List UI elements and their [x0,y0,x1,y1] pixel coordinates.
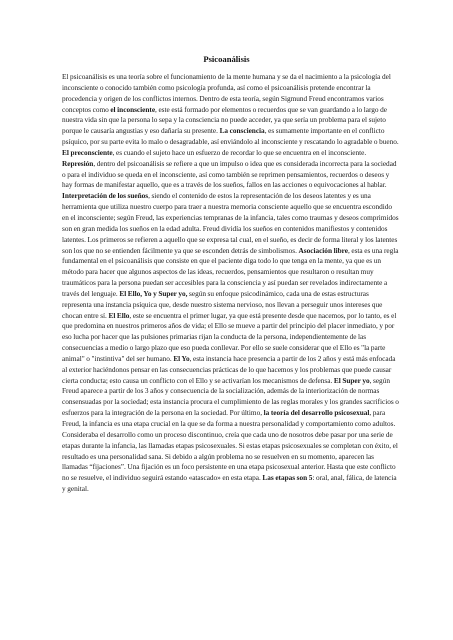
term-ello: El Ello [108,310,130,320]
body-paragraph [62,72,399,495]
body-text: , este está formado por elementos o recuerdos que se van guardando a lo largo de nuestra vida sin que la persona lo sepa y la consciencia no puede acceder, ya que sería un problema para el sujeto porque le causaría angustias y eso dañaría su presente. [62,104,387,136]
term-represion: Represión [62,158,94,168]
body-text: , dentro del psicoanálisis se refiere a que un impulso o idea que es considerada incorrecta para la sociedad o para el individuo se queda en el inconsciente, así como también se reprimen pensamientos, recuerdos o deseos y hay formas de manifestar aquello, que es a través de los sueños, fallos en las acciones o equivocaciones al hablar. [62,158,397,190]
body-text: , esta es una regla fundamental en el psicoanálisis que consiste en que el paciente diga todo lo que tenga en la mente, ya que es un método para hacer que algunos aspectos de las ideas, recuerdos, pensamientos que resultaron o resultan muy traumáticos para la persona puedan ser accesibles para la consciencia y así puedan ser revelados indirectamente a través del lenguaje. [62,245,399,298]
body-text: , esta instancia hace presencia a partir de los 2 años y está más enfocada al exterior haciéndonos pensar en las consecuencias prácticas de lo que hacemos y los problemas que puede causar cierta conducta; esto causa un conflicto con el Ello y se activarían los mecanismos de defensa. [62,353,396,385]
body-text: , este se encuentra el primer lugar, ya que está presente desde que nacemos, por lo tanto, es el que predomina en nuestros primeros años de vida; el Ello se mueve a partir del principio del placer inmediato, y por eso lucha por hacer que las pulsiones primarias rijan la conducta de la persona, independientemente de las consecuencias a medio o largo plazo que eso pueda conllevar. Por ello se suele considerar que el Ello es "la parte animal" o "instintiva" del ser humano. [62,310,397,363]
body-text: , es sumamente importante en el conflicto psíquico, por su parte evita lo malo o desagradable, así enviándolo al inconsciente y rescatando lo agradable o bueno. [62,126,399,147]
body-text: , es cuando el sujeto hace un esfuerzo de recordar lo que se encuentra en el inconsciente. [112,147,367,157]
body-text: , siendo el contenido de estos la representación de los deseos latentes y es una herramienta que utiliza nuestro cuerpo para traer a nuestra memoria consciente aquello que se encuentra escondido en el inconsciente; según Freud, las experiencias tempranas de la infancia, tales como traumas y deseos comprimidos son en gran medida los sueños en la edad adulta. Freud dividía los sueños en contenidos manifiestos y contenidos latentes. Los primeros se refieren a aquello que se expresa tal cual, en el sueño, es decir de forma literal y los latentes son los que no se entienden fácilmente ya que se esconden detrás de simbolismos. [62,191,399,255]
term-etapas: Las etapas son 5 [262,473,313,483]
term-interpretacion-suenos: Interpretación de los sueños [62,191,149,201]
document-body [62,72,399,495]
term-asociacion-libre: Asociación libre [298,245,348,255]
body-text: : oral, anal, fálica, de latencia y genital. [62,473,397,494]
term-ello-yo-super-yo: El Ello, Yo y Super yo, [119,288,188,298]
term-preconsciente: El preconsciente [62,147,113,157]
term-inconsciente: el inconsciente [110,104,156,114]
body-text: El psicoanálisis es una teoría sobre el funcionamiento de la mente humana y se da el nacimiento a la psicología del inconsciente o conocido también como psicología profunda, así como el psicoanálisis pretende encontrar la procedencia y origen de los conflictos internos. Dentro de esta teoría, según Sigmund Freud encontramos varios conceptos como [62,72,391,114]
term-desarrollo-psicosexual: la teoría del desarrollo psicosexual [263,408,370,418]
document-title: Psicoanálisis [203,54,250,64]
body-text: , para Freud, la infancia es una etapa crucial en la que se da forma a nuestra personalidad y comportamiento como adultos. Consideraba el desarrollo como un proceso discontinuo, creía que cada uno de nosotros debe pasar por una serie de etapas durante la infancia, las llamadas etapas psicosexuales. Si estas etapas psicosexuales se completan con éxito, el resultado es una personalidad sana. Si debido a algún problema no se resuelven en su momento, aparecen las llamadas “fijaciones”. Una fijación es un foco persistente en una etapa psicosexual anterior. Hasta que este conflicto no se resuelve, el individuo seguirá estando «atascado» en esta etapa. [62,408,398,483]
term-yo: El Yo [173,353,190,363]
term-super-yo: El Super yo [333,375,370,385]
term-consciencia: La consciencia [219,126,265,136]
body-text: , según Freud aparece a partir de los 3 años y consecuencia de la socialización, además de la interiorización de normas consensuadas por la sociedad; esta instancia procura el cumplimiento de las reglas morales y los grandes sacrificios o esfuerzos para la integración de la persona en la sociedad. Por último, [62,375,399,418]
body-text: según su enfoque psicodinámico, cada una de estas estructuras representa una instancia psíquica que, desde nuestro sistema nervioso, nos llevan a perseguir unos intereses que chocan entre sí. [62,288,383,320]
